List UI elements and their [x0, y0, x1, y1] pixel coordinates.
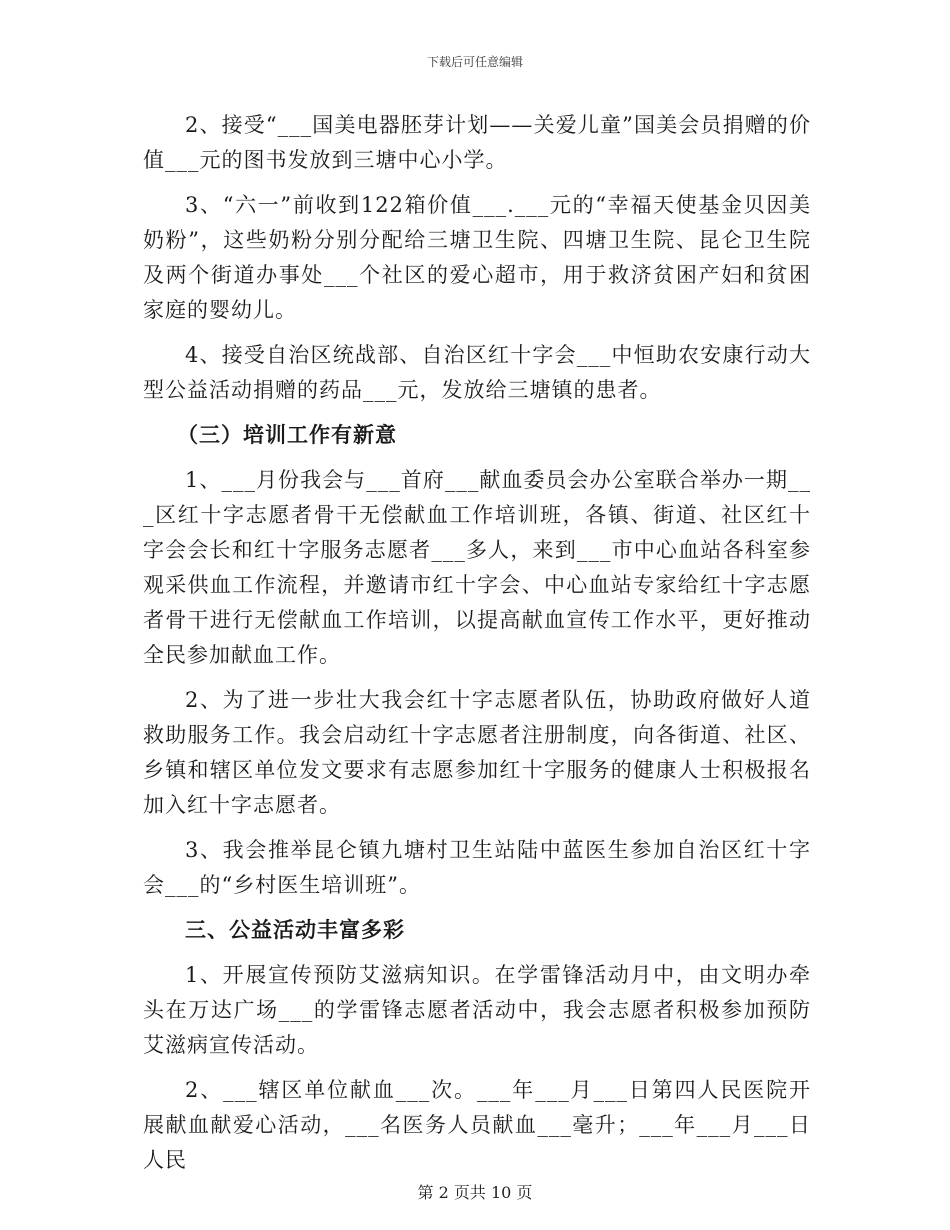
paragraph-welfare-2: 2、___辖区单位献血___次。___年___月___日第四人民医院开展献血献爱心活动，___名医务人员献血___毫升；___年___月___日人民 [143, 1078, 811, 1172]
document-body [143, 108, 811, 1178]
paragraph-training-2: 2、为了进一步壮大我会红十字志愿者队伍，协助政府做好人道救助服务工作。我会启动红十字志愿者注册制度，向各街道、社区、乡镇和辖区单位发文要求有志愿参加红十字服务的健康人士积极报名加入红十字志愿者。 [143, 688, 811, 817]
paragraph-4: 4、接受自治区统战部、自治区红十字会___中恒助农安康行动大型公益活动捐赠的药品___元，发放给三塘镇的患者。 [143, 343, 811, 402]
section-heading-training: （三）培训工作有新意 [177, 423, 397, 447]
paragraph-3: 3、“六一”前收到122箱价值___.___元的“幸福天使基金贝因美奶粉”，这些奶粉分别分配给三塘卫生院、四塘卫生院、昆仑卫生院及两个街道办事处___个社区的爱心超市，用于救济贫困产妇和贫困家庭的婴幼儿。 [143, 193, 811, 322]
page-header: 下载后可任意编辑 [426, 55, 523, 69]
section-heading-public-welfare: 三、公益活动丰富多彩 [185, 918, 405, 942]
page-footer: 第 2 页共 10 页 [417, 1183, 533, 1202]
paragraph-training-1: 1、___月份我会与___首府___献血委员会办公室联合举办一期___区红十字志愿者骨干无偿献血工作培训班，各镇、街道、社区红十字会会长和红十字服务志愿者___多人，来到___市中心血站各科室参观采供血工作流程，并邀请市红十字会、中心血站专家给红十字志愿者骨干进行无偿献血工作培训，以提高献血宣传工作水平，更好推动全民参加献血工作。 [143, 468, 811, 667]
paragraph-welfare-1: 1、开展宣传预防艾滋病知识。在学雷锋活动月中，由文明办牵头在万达广场___的学雷锋志愿者活动中，我会志愿者积极参加预防艾滋病宣传活动。 [143, 963, 811, 1057]
paragraph-2: 2、接受“___国美电器胚芽计划——关爱儿童”国美会员捐赠的价值___元的图书发放到三塘中心小学。 [143, 113, 811, 172]
paragraph-training-3: 3、我会推举昆仑镇九塘村卫生站陆中蓝医生参加自治区红十字会___的“乡村医生培训班”。 [143, 838, 811, 897]
